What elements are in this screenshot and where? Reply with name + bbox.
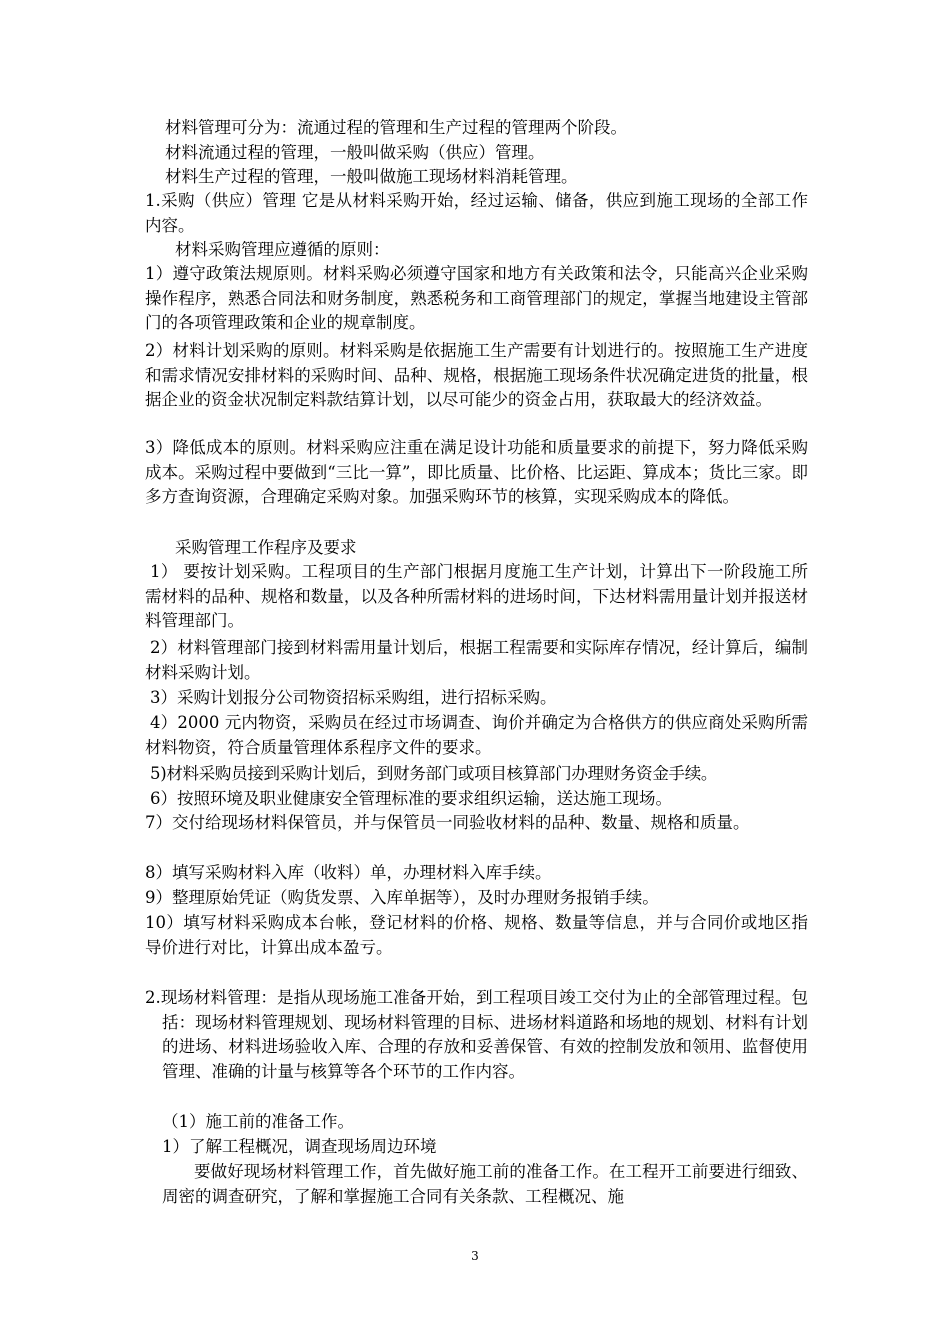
principles-heading: 材料采购管理应遵循的原则： [175, 240, 390, 259]
procedure-step-3: 3）采购计划报分公司物资招标采购组，进行招标采购。 [150, 688, 557, 707]
paragraph-2: 材料流通过程的管理，一般叫做采购（供应）管理。 [165, 143, 545, 162]
section-1-heading: 1.采购（供应）管理 它是从材料采购开始，经过运输、储备，供应到施工现场的全部工作内容。 [145, 191, 808, 235]
procedure-step-6: 6）按照环境及职业健康安全管理标准的要求组织运输，送达施工现场。 [150, 789, 672, 808]
section-2-heading: 2.现场材料管理：是指从现场施工准备开始，到工程项目竣工交付为止的全部管理过程。包括：现场材料管理规划、现场材料管理的目标、进场材料道路和场地的规划、材料有计划的进场、材料进场验收入库、合理的存放和妥善保管、有效的控制发放和领用、监督使用管理、准确的计量与核算等各个环节的工作内容。 [145, 988, 808, 1081]
procedure-step-10: 10）填写材料采购成本台帐，登记材料的价格、规格、数量等信息，并与合同价或地区指导价进行对比，计算出成本盈亏。 [145, 913, 808, 957]
procedure-step-9: 9）整理原始凭证（购货发票、入库单据等），及时办理财务报销手续。 [145, 888, 659, 907]
subsection-heading: （1）施工前的准备工作。 [162, 1112, 354, 1131]
paragraph-3: 材料生产过程的管理，一般叫做施工现场材料消耗管理。 [165, 167, 578, 186]
paragraph-1: 材料管理可分为：流通过程的管理和生产过程的管理两个阶段。 [165, 118, 627, 137]
principle-3: 3）降低成本的原则。材料采购应注重在满足设计功能和质量要求的前提下，努力降低采购成本。采购过程中要做到“三比一算”，即比质量、比价格、比运距、算成本；货比三家。即多方查询资源，合理确定采购对象。加强采购环节的核算，实现采购成本的降低。 [145, 438, 808, 506]
procedure-step-2: 2）材料管理部门接到材料需用量计划后，根据工程需要和实际库存情况，经计算后，编制材料采购计划。 [145, 638, 808, 682]
principle-1: 1）遵守政策法规原则。材料采购必须遵守国家和地方有关政策和法令，只能高兴企业采购操作程序，熟悉合同法和财务制度，熟悉税务和工商管理部门的规定，掌握当地建设主管部门的各项管理政策和企业的规章制度。 [145, 264, 808, 332]
procedure-step-4: 4）2000 元内物资，采购员在经过市场调查、询价并确定为合格供方的供应商处采购所需材料物资，符合质量管理体系程序文件的要求。 [145, 713, 808, 757]
procedure-heading: 采购管理工作程序及要求 [175, 538, 357, 557]
procedure-step-1: 1） 要按计划采购。工程项目的生产部门根据月度施工生产计划，计算出下一阶段施工所需材料的品种、规格和数量，以及各种所需材料的进场时间，下达材料需用量计划并报送材料管理部门。 [145, 562, 808, 630]
page-number: 3 [471, 1249, 479, 1263]
procedure-step-5: 5)材料采购员接到采购计划后，到财务部门或项目核算部门办理财务资金手续。 [150, 764, 718, 783]
principle-2: 2）材料计划采购的原则。材料采购是依据施工生产需要有计划进行的。按照施工生产进度和需求情况安排材料的采购时间、品种、规格，根据施工现场条件状况确定进货的批量，根据企业的资金状况制定料款结算计划，以尽可能少的资金占用，获取最大的经济效益。 [145, 341, 808, 409]
procedure-step-8: 8）填写采购材料入库（收料）单，办理材料入库手续。 [145, 863, 552, 882]
body-paragraph: 要做好现场材料管理工作，首先做好施工前的准备工作。在工程开工前要进行细致、周密的调查研究，了解和掌握施工合同有关条款、工程概况、施 [162, 1162, 808, 1206]
subsection-item-1: 1）了解工程概况，调查现场周边环境 [162, 1137, 437, 1156]
procedure-step-7: 7）交付给现场材料保管员，并与保管员一同验收材料的品种、数量、规格和质量。 [145, 813, 750, 832]
